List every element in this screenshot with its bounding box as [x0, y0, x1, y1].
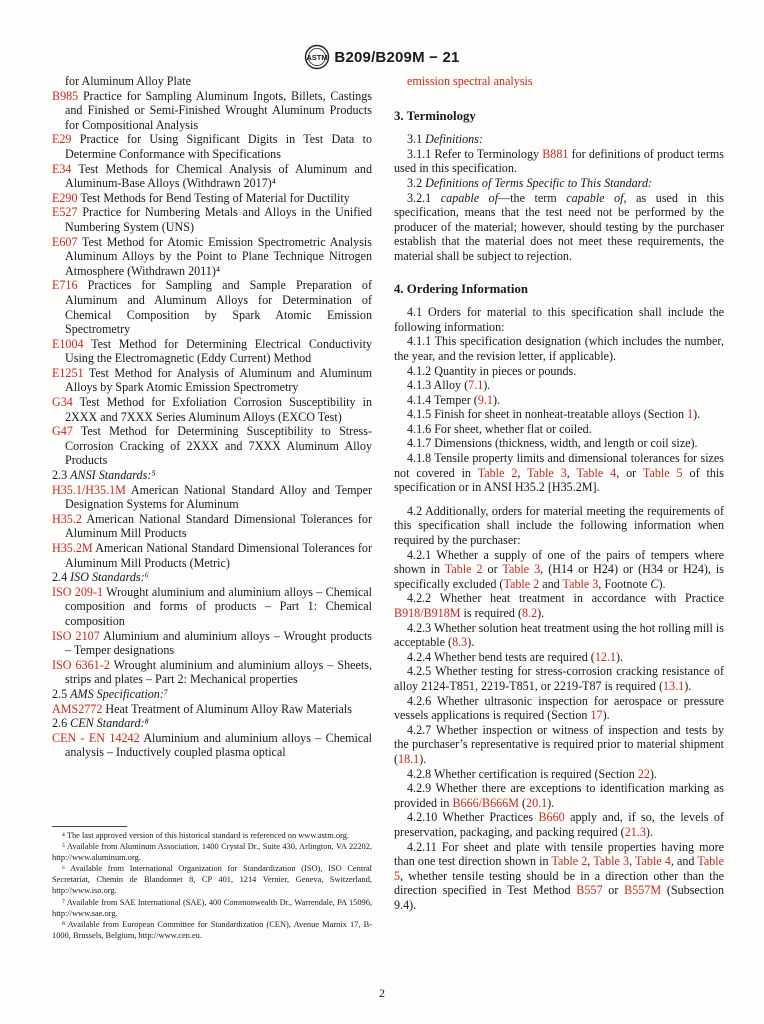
- paragraph-4-2-7: 4.2.7 Whether inspection or witness of inspection and tests by the purchaser’s representative is required prior to material shipment (18.1).: [394, 722, 724, 766]
- reference-link[interactable]: E29: [52, 132, 72, 147]
- reference-item: E1004 Test Method for Determining Electrical Conductivity Using the Electromagnetic (Eddy Current) Method: [52, 336, 372, 366]
- left-column: [52, 74, 372, 760]
- reference-link[interactable]: H35.2M: [52, 541, 93, 555]
- svg-text:ASTM: ASTM: [306, 53, 329, 62]
- reference-link[interactable]: E716: [52, 278, 78, 293]
- reference-item: H35.1/H35.1M American National Standard Alloy and Temper Designation Systems for Aluminum: [52, 482, 372, 512]
- subsection-heading-ams: 2.5 AMS Specification:⁷: [52, 686, 169, 701]
- reference-link[interactable]: CEN - EN 14242: [52, 730, 140, 745]
- subsection-heading-ansi: 2.3 ANSI Standards:⁵: [52, 468, 156, 483]
- reference-item: E1251 Test Method for Analysis of Aluminum and Aluminum Alloys by Spark Atomic Emission Spectrometry: [52, 365, 372, 395]
- link-18-1[interactable]: 18.1: [398, 751, 420, 766]
- paragraph-4-1-2: 4.1.2 Quantity in pieces or pounds.: [407, 363, 577, 378]
- reference-link[interactable]: G47: [52, 424, 73, 439]
- reference-link[interactable]: E607: [52, 234, 78, 249]
- paragraph-4-2-4: 4.2.4 Whether bend tests are required (12.1).: [407, 649, 624, 664]
- reference-continuation: for Aluminum Alloy Plate: [65, 74, 191, 88]
- paragraph-3-1: 3.1 Definitions:: [407, 132, 483, 147]
- link-20-1[interactable]: 20.1: [526, 795, 548, 810]
- paragraph-4-2-9: 4.2.9 Whether there are exceptions to identification marking as provided in B666/B666M (20.1).: [394, 781, 724, 810]
- reference-item: AMS2772 Heat Treatment of Aluminum Alloy Raw Materials: [52, 701, 352, 716]
- link-8-2[interactable]: 8.2: [522, 606, 538, 620]
- reference-item: E607 Test Method for Atomic Emission Spectrometric Analysis Aluminum Alloys by the Point to Plane Technique Nitrogen Atmosphere (Withdrawn 2011)⁴: [52, 234, 372, 278]
- reference-item: E34 Test Methods for Chemical Analysis of Aluminum and Aluminum-Base Alloys (Withdrawn 2017)⁴: [52, 161, 372, 191]
- link-table-3[interactable]: Table 3: [502, 562, 541, 577]
- reference-link[interactable]: ISO 209-1: [52, 584, 104, 599]
- reference-link[interactable]: ISO 2107: [52, 628, 100, 643]
- footnotes: [52, 830, 372, 941]
- reference-link[interactable]: G34: [52, 395, 73, 410]
- paragraph-3-2-1: 3.2.1 capable of—the term capable of, as used in this specification, means that the test need not be performed by the producer of the material; however, should testing by the purchaser establish that the material does not meet these requirements, the material shall be subject to rejection.: [394, 190, 725, 263]
- link-8-3[interactable]: 8.3: [452, 635, 468, 650]
- reference-item: E527 Practice for Numbering Metals and Alloys in the Unified Numbering System (UNS): [52, 205, 372, 234]
- link-section-1[interactable]: 1: [687, 407, 694, 422]
- link-b557m[interactable]: B557M: [624, 883, 662, 898]
- paragraph-4-1: 4.1 Orders for material to this specification shall include the following information:: [394, 305, 724, 334]
- paragraph-4-2-5: 4.2.5 Whether testing for stress-corrosion cracking resistance of alloy 2124-T851, 2219-T851, or 2219-T87 is required (13.1).: [394, 664, 724, 693]
- paragraph-4-1-7: 4.1.7 Dimensions (thickness, width, and length or coil size).: [407, 436, 698, 451]
- paragraph-4-1-8: 4.1.8 Tensile property limits and dimensional tolerances for sizes not covered in Table 2, Table 3, Table 4, or Table 5 of this specification or in ANSI H35.2 [H35.2M].: [394, 451, 724, 495]
- reference-link[interactable]: H35.2: [52, 511, 82, 526]
- paragraph-4-2-2: 4.2.2 Whether heat treatment in accordance with Practice B918/B918M is required (8.2).: [394, 591, 724, 620]
- link-b918[interactable]: B918/B918M: [394, 606, 461, 620]
- reference-item: E29 Practice for Using Significant Digits in Test Data to Determine Conformance with Specifications: [52, 132, 372, 161]
- link-table-2[interactable]: Table 2: [503, 576, 540, 591]
- reference-item: ISO 2107 Aluminium and aluminium alloys – Wrought products – Temper designations: [52, 628, 373, 658]
- paragraph-4-2-8: 4.2.8 Whether certification is required (Section 22).: [407, 766, 657, 781]
- link-table-5[interactable]: Table 5: [642, 465, 683, 480]
- link-table-2[interactable]: Table 2: [477, 465, 518, 480]
- reference-item: G47 Test Method for Determining Susceptibility to Stress-Corrosion Cracking of 2XXX and 7XXX Aluminum Alloy Products: [52, 424, 372, 468]
- link-9-1[interactable]: 9.1: [477, 392, 493, 407]
- reference-link[interactable]: E290: [52, 190, 78, 205]
- footnote: ⁸ Available from European Committee for Standardization (CEN), Avenue Marnix 17, B-1000, Brussels, Belgium, http://www.cen.eu.: [52, 919, 372, 940]
- footnote: ⁷ Available from SAE International (SAE), 400 Commonwealth Dr., Warrendale, PA 15096, http://www.sae.org.: [52, 897, 372, 918]
- link-table-4[interactable]: Table 4: [576, 465, 617, 480]
- paragraph-4-2-6: 4.2.6 Whether ultrasonic inspection for aerospace or pressure vessels applications is required (Section 17).: [394, 693, 724, 723]
- reference-item: H35.2M American National Standard Dimensional Tolerances for Aluminum Mill Products (Metric): [52, 541, 372, 570]
- reference-item: H35.2 American National Standard Dimensional Tolerances for Aluminum Mill Products: [52, 511, 372, 541]
- reference-link[interactable]: ISO 6361-2: [52, 657, 110, 672]
- reference-item: G34 Test Method for Exfoliation Corrosion Susceptibility in 2XXX and 7XXX Series Aluminum Alloys (EXCO Test): [52, 395, 372, 424]
- link-12-1[interactable]: 12.1: [594, 649, 617, 664]
- reference-link[interactable]: E527: [52, 205, 78, 220]
- reference-link[interactable]: B985: [52, 88, 79, 103]
- section-title-terminology: 3. Terminology: [394, 108, 476, 123]
- reference-continuation: [394, 74, 724, 89]
- reference-item: ISO 6361-2 Wrought aluminium and aluminium alloys – Sheets, strips and plates – Part 2: Mechanical properties: [52, 657, 373, 687]
- link-b557[interactable]: B557: [576, 883, 603, 898]
- link-table-3[interactable]: Table 3: [593, 854, 630, 869]
- paragraph-4-1-4: 4.1.4 Temper (9.1).: [407, 392, 500, 407]
- link-table-5[interactable]: Table 5: [394, 854, 724, 883]
- link-section-22[interactable]: 22: [637, 766, 650, 781]
- link-table-3[interactable]: Table 3: [562, 576, 599, 591]
- link-b881[interactable]: B881: [542, 146, 569, 161]
- link-b666[interactable]: B666/B666M: [452, 795, 519, 810]
- paragraph-3-2: 3.2 Definitions of Terms Specific to This Standard:: [407, 175, 653, 190]
- link-7-1[interactable]: 7.1: [468, 378, 484, 393]
- paragraph-4-2-10: 4.2.10 Whether Practices B660 apply and, if so, the levels of preservation, packaging, and packing required (21.3).: [394, 810, 724, 839]
- footnote: ⁵ Available from Aluminum Association, 1400 Crystal Dr., Suite 430, Arlington, VA 22202, http://www.aluminum.org.: [52, 842, 372, 863]
- page-header: [0, 42, 764, 72]
- paragraph-3-1-1: 3.1.1 Refer to Terminology B881 for definitions of product terms used in this specification.: [394, 146, 724, 176]
- reference-item: CEN - EN 14242 Aluminium and aluminium alloys – Chemical analysis – Inductively coupled plasma optical: [52, 730, 373, 760]
- footnote: ⁴ The last approved version of this historical standard is referenced on www.astm.org.: [62, 831, 349, 840]
- link-table-3[interactable]: Table 3: [527, 465, 567, 480]
- standard-designation: B209/B209M − 21: [334, 48, 460, 66]
- link-table-2[interactable]: Table 2: [551, 854, 588, 869]
- reference-item: B985 Practice for Sampling Aluminum Ingots, Billets, Castings and Finished or Semi-Finished Wrought Aluminum Products for Compositional Analysis: [52, 88, 372, 132]
- reference-link[interactable]: E1004: [52, 336, 84, 351]
- link-table-2[interactable]: Table 2: [444, 562, 483, 577]
- paragraph-4-2-1: 4.2.1 Whether a supply of one of the pairs of tempers where shown in Table 2 or Table 3, (H14 or H24) or (H34 or H24), is specifically excluded (Table 2 and Table 3, Footnote C).: [394, 547, 724, 591]
- link-b660[interactable]: B660: [538, 810, 565, 825]
- paragraph-4-2-3: 4.2.3 Whether solution heat treatment using the hot rolling mill is acceptable (8.3).: [394, 620, 724, 650]
- reference-item: E290 Test Methods for Bend Testing of Material for Ductility: [52, 190, 350, 205]
- footnote-divider: [52, 826, 127, 827]
- reference-link[interactable]: H35.1/H35.1M: [52, 482, 126, 497]
- reference-link[interactable]: emission spectral analysis: [407, 74, 533, 88]
- reference-link[interactable]: E34: [52, 161, 72, 176]
- paragraph-4-1-5: 4.1.5 Finish for sheet in nonheat-treatable alloys (Section 1).: [407, 407, 701, 422]
- paragraph-4-1-3: 4.1.3 Alloy (7.1).: [407, 378, 491, 393]
- link-table-4[interactable]: Table 4: [634, 854, 671, 869]
- page-number: 2: [379, 986, 385, 1000]
- link-21-3[interactable]: 21.3: [624, 824, 646, 839]
- link-section-17[interactable]: 17: [590, 708, 603, 723]
- reference-link[interactable]: E1251: [52, 365, 84, 380]
- paragraph-4-1-6: 4.1.6 For sheet, whether flat or coiled.: [407, 421, 592, 436]
- paragraph-4-2: 4.2 Additionally, orders for material meeting the requirements of this specification shall include the following information when required by the purchaser:: [394, 503, 724, 548]
- reference-item: E716 Practices for Sampling and Sample Preparation of Aluminum and Aluminum Alloys for Determination of Chemical Composition by Spark Atomic Emission Spectrometry: [52, 278, 372, 337]
- paragraph-4-1-1: 4.1.1 This specification designation (which includes the number, the year, and the revision letter, if applicable).: [394, 334, 724, 363]
- link-13-1[interactable]: 13.1: [663, 678, 685, 693]
- reference-item: ISO 209-1 Wrought aluminium and aluminium alloys – Chemical composition and forms of products – Part 1: Chemical composition: [52, 584, 372, 628]
- paragraph-4-2-11: 4.2.11 For sheet and plate with tensile properties having more than one test direction shown in Table 2, Table 3, Table 4, and Table 5, whether tensile testing should be in a direction other than the direction specified in Test Method B557 or B557M (Subsection 9.4).: [394, 839, 724, 912]
- reference-link[interactable]: AMS2772: [52, 701, 103, 716]
- footnote: ⁶ Available from International Organization for Standardization (ISO), ISO Central Secretariat, Chemin de Blandonnet 8, CP 401, 1214 Vernier, Geneva, Switzerland, http://www.iso.org.: [52, 864, 372, 896]
- section-title-ordering: 4. Ordering Information: [394, 281, 529, 296]
- subsection-heading-iso: 2.4 ISO Standards:⁶: [52, 570, 149, 585]
- astm-logo-icon: [304, 44, 330, 70]
- subsection-heading-cen: 2.6 CEN Standard:⁸: [52, 716, 149, 731]
- right-column: [394, 74, 724, 912]
